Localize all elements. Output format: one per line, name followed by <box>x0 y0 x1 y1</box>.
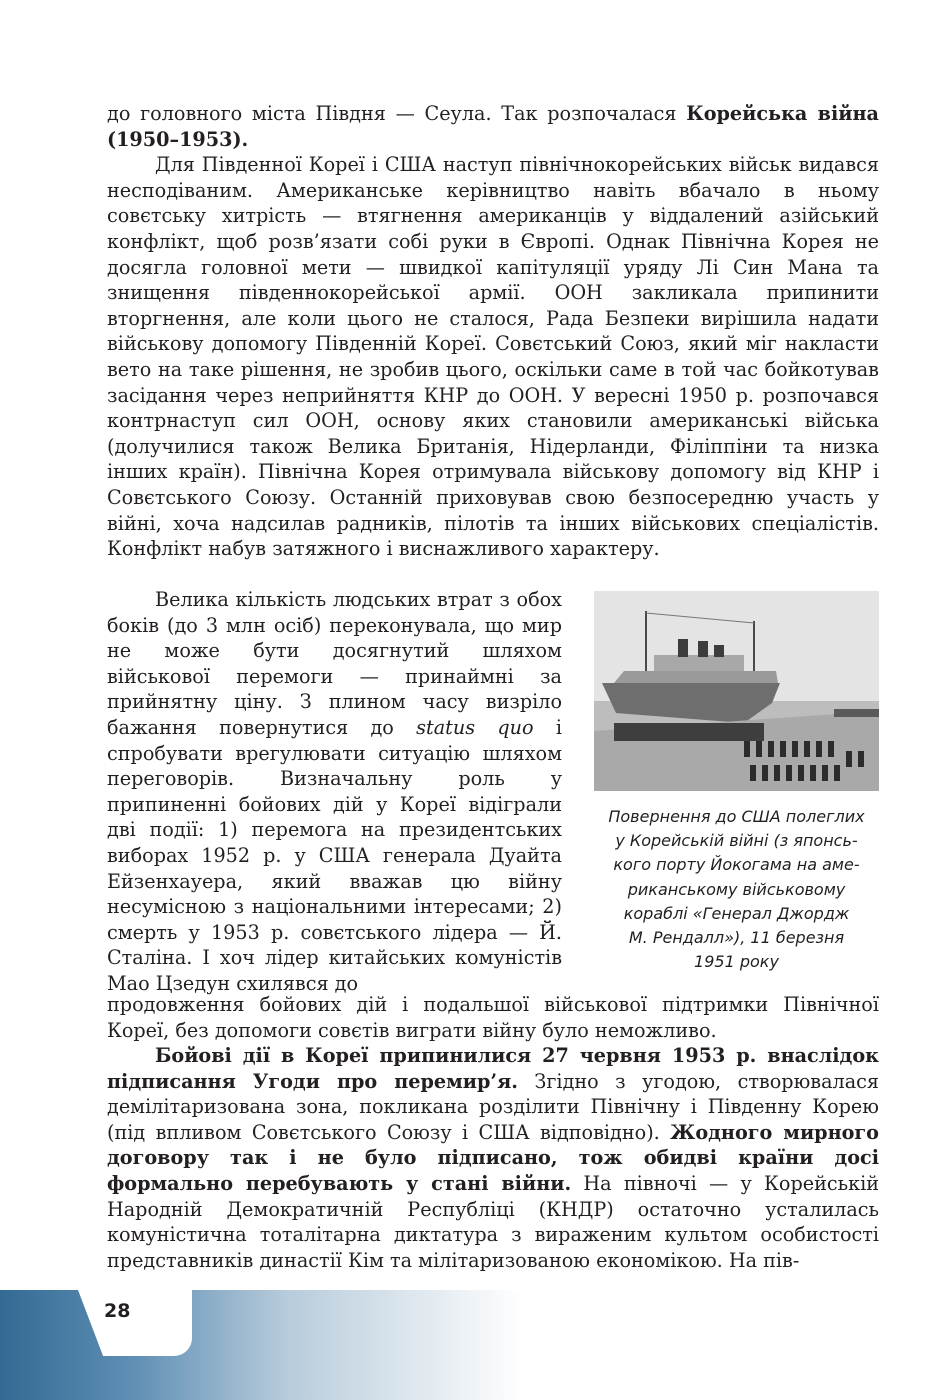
status-quo-term: status quo <box>416 715 534 739</box>
caption-line: Повернення до США полеглих <box>608 807 865 826</box>
text-block-continuation <box>107 992 879 1043</box>
armistice-statement: Бойові дії в Кореї припинилися 27 червня 1953 р. внаслідок підписання Угоди про перемир’я. <box>107 1044 879 1093</box>
paragraph-4-text-a: Згідно з угодою, створювалася демілітаризована зона, покликана розділити Північну і Південну Корею (під впливом Совєтського Союзу і США відповідно). <box>107 1069 879 1144</box>
ship-photo-illustration <box>594 591 879 791</box>
paragraph-3-continuation: продовження бойових дій і подальшої військової підтримки Північної Кореї, без допомоги совєтів виграти війну було неможливо. <box>107 993 879 1042</box>
paragraph-4-text-b: На півночі — у Корейській Народній Демократичній Республіці (КНДР) остаточно усталилась комуністична тоталітарна диктатура з вираженим культом особистості представників династії Кім та мілітаризованою економікою. На пів- <box>107 1171 879 1272</box>
paragraph-3-text-b: і спробувати врегулювати ситуацію шляхом переговорів. Визначальну роль у припиненні бойових дій у Кореї відіграли дві події: 1) перемога на президентських виборах 1952 р. у США генерала Дуайта Ейзенхауера, який вважав цю війну несумісною з національними інтересами; 2) смерть у 1953 р. совєтського лідера — Й. Сталіна. І хоч лідер китайських комуністів Мао Цзедун схилявся до <box>107 715 562 995</box>
text-block-bottom <box>107 1043 879 1273</box>
page-number: 28 <box>104 1300 131 1322</box>
korean-war-term: Корейська війна (1950–1953). <box>107 102 879 151</box>
caption-line: 1951 року <box>694 952 779 972</box>
paragraph-3-text-a: Велика кількість людських втрат з обох боків (до 3 млн осіб) переконувала, що мир не може бути досягнутий шляхом військової перемоги — принаймні за прийнятну ціну. З плином часу визріло бажання повернутися до <box>107 588 562 739</box>
text-block-beside-figure <box>107 587 562 997</box>
caption-line: риканському військовому <box>627 879 846 899</box>
caption-line: кораблі «Генерал Джордж <box>623 903 850 923</box>
text-block-top <box>107 101 879 562</box>
paragraph-2: Для Південної Кореї і США наступ північнокорейських військ видався несподіваним. Американське керівництво навіть вбачало в ньому совєтську хитрість — втягнення американців у віддалений азійський конфлікт, щоб розв’язати собі руки в Європі. Однак Північна Корея не досягла головної мети — швидкої капітуляції уряду Лі Син Мана та знищення південнокорейської армії. ООН закликала припинити вторгнення, але коли цього не сталося, Рада Безпеки вирішила надати військову допомогу Південній Кореї. Совєтський Союз, який міг накласти вето на таке рішення, не зробив цього, оскільки саме в той час бойкотував засідання через неприйняття КНР до ООН. У вересні 1950 р. розпочався контрнаступ сил ООН, основу яких становили американські війська (долучилися також Велика Британія, Нідерланди, Філіппіни та низка інших країн). Північна Корея отримувала військову допомогу від КНР і Совєтського Союзу. Останній приховував свою безпосередню участь у війні, хоча надсилав радників, пілотів та інших військових спеціалістів. Конфлікт набув затяжного і виснажливого характеру. <box>107 153 879 561</box>
paragraph-4 <box>107 1043 879 1273</box>
no-peace-treaty-statement: Жодного мирного договору так і не було підписано, тож обидві країни досі формально перебувають у стані війни. <box>107 1120 879 1195</box>
ship-photo <box>594 591 879 791</box>
figure-caption <box>594 805 879 974</box>
caption-line: М. Рендалл»), 11 березня <box>628 928 845 948</box>
caption-line: у Корейській війні (з японсь- <box>615 831 858 851</box>
paragraph-1-text: до головного міста Півдня — Сеула. Так розпочалася <box>107 102 687 125</box>
paragraph-3 <box>107 587 562 997</box>
paragraph-1 <box>107 101 879 152</box>
caption-line: кого порту Йокогама на аме- <box>613 855 860 875</box>
